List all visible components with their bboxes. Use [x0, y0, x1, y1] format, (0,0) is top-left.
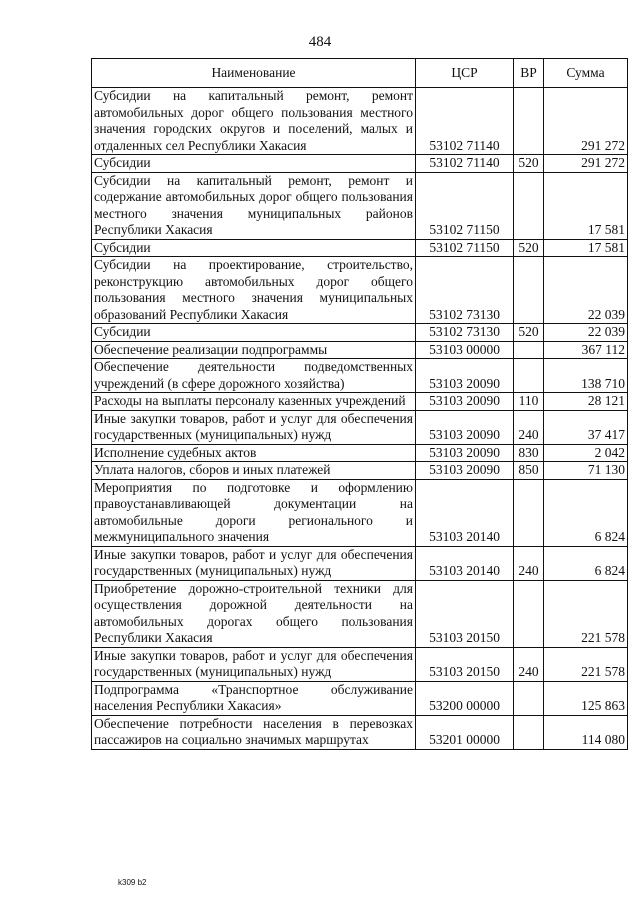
footer-code: k309 b2	[118, 878, 147, 887]
row-csr-cell: 53103 20090	[416, 393, 514, 411]
row-sum-cell: 221 578	[544, 580, 628, 647]
row-vr-cell: 830	[514, 444, 544, 462]
row-vr-cell	[514, 257, 544, 324]
row-name-cell: Уплата налогов, сборов и иных платежей	[92, 462, 416, 480]
row-name-cell: Подпрограмма «Транспортное обслуживание населения Республики Хакасия»	[92, 681, 416, 715]
row-vr-cell	[514, 715, 544, 749]
row-csr-cell: 53103 20090	[416, 359, 514, 393]
row-sum-cell: 125 863	[544, 681, 628, 715]
table-row	[92, 239, 628, 257]
row-name-cell: Исполнение судебных актов	[92, 444, 416, 462]
row-csr-cell: 53103 00000	[416, 341, 514, 359]
row-name-cell: Субсидии	[92, 324, 416, 342]
row-name-cell: Субсидии на капитальный ремонт, ремонт и содержание автомобильных дорог общего пользования местного значения муниципальных районов Республики Хакасия	[92, 172, 416, 239]
row-csr-cell: 53200 00000	[416, 681, 514, 715]
row-name-cell: Субсидии	[92, 239, 416, 257]
table-row	[92, 88, 628, 155]
row-name-cell: Иные закупки товаров, работ и услуг для обеспечения государственных (муниципальных) нужд	[92, 546, 416, 580]
table-row	[92, 172, 628, 239]
row-name-cell: Расходы на выплаты персоналу казенных учреждений	[92, 393, 416, 411]
row-name-cell: Субсидии на проектирование, строительство, реконструкцию автомобильных дорог общего пользования местного значения муниципальных образований Республики Хакасия	[92, 257, 416, 324]
header-row	[92, 59, 628, 88]
row-csr-cell: 53102 71140	[416, 88, 514, 155]
table-row	[92, 410, 628, 444]
row-sum-cell: 221 578	[544, 647, 628, 681]
header-sum: Сумма	[544, 59, 628, 88]
row-sum-cell: 2 042	[544, 444, 628, 462]
row-sum-cell: 138 710	[544, 359, 628, 393]
row-csr-cell: 53103 20090	[416, 462, 514, 480]
row-sum-cell: 6 824	[544, 479, 628, 546]
table-row	[92, 479, 628, 546]
row-name-cell: Обеспечение потребности населения в перевозках пассажиров на социально значимых маршрутах	[92, 715, 416, 749]
row-csr-cell: 53103 20150	[416, 580, 514, 647]
row-sum-cell: 6 824	[544, 546, 628, 580]
row-csr-cell: 53103 20090	[416, 444, 514, 462]
header-csr: ЦСР	[416, 59, 514, 88]
row-sum-cell: 22 039	[544, 257, 628, 324]
table-row	[92, 155, 628, 173]
row-csr-cell: 53201 00000	[416, 715, 514, 749]
row-csr-cell: 53103 20090	[416, 410, 514, 444]
row-sum-cell: 17 581	[544, 239, 628, 257]
row-csr-cell: 53103 20150	[416, 647, 514, 681]
row-name-cell: Приобретение дорожно-строительной техники для осуществления дорожной деятельности на автомобильных дорогах общего пользования Республики Хакасия	[92, 580, 416, 647]
row-vr-cell: 240	[514, 410, 544, 444]
row-sum-cell: 22 039	[544, 324, 628, 342]
row-sum-cell: 28 121	[544, 393, 628, 411]
row-vr-cell: 240	[514, 647, 544, 681]
row-sum-cell: 17 581	[544, 172, 628, 239]
row-csr-cell: 53103 20140	[416, 479, 514, 546]
row-vr-cell: 240	[514, 546, 544, 580]
table-row	[92, 393, 628, 411]
row-vr-cell: 520	[514, 324, 544, 342]
table-body	[92, 88, 628, 750]
row-sum-cell: 37 417	[544, 410, 628, 444]
row-name-cell: Субсидии на капитальный ремонт, ремонт автомобильных дорог общего пользования местного значения городских округов и поселений, малых и отдаленных сел Республики Хакасия	[92, 88, 416, 155]
row-sum-cell: 291 272	[544, 155, 628, 173]
table-row	[92, 681, 628, 715]
row-vr-cell: 110	[514, 393, 544, 411]
budget-table	[91, 58, 628, 750]
table-row	[92, 444, 628, 462]
row-vr-cell: 520	[514, 239, 544, 257]
table-row	[92, 324, 628, 342]
row-name-cell: Иные закупки товаров, работ и услуг для обеспечения государственных (муниципальных) нужд	[92, 410, 416, 444]
table-row	[92, 359, 628, 393]
row-vr-cell	[514, 479, 544, 546]
table-row	[92, 715, 628, 749]
row-csr-cell: 53102 71140	[416, 155, 514, 173]
row-csr-cell: 53102 73130	[416, 324, 514, 342]
row-vr-cell	[514, 359, 544, 393]
table-row	[92, 257, 628, 324]
row-sum-cell: 367 112	[544, 341, 628, 359]
table-row	[92, 580, 628, 647]
row-vr-cell	[514, 172, 544, 239]
row-sum-cell: 71 130	[544, 462, 628, 480]
page-number: 484	[308, 34, 332, 50]
row-name-cell: Обеспечение реализации подпрограммы	[92, 341, 416, 359]
row-name-cell: Иные закупки товаров, работ и услуг для обеспечения государственных (муниципальных) нужд	[92, 647, 416, 681]
header-vr: ВР	[514, 59, 544, 88]
table-header	[92, 59, 628, 88]
row-name-cell: Субсидии	[92, 155, 416, 173]
row-vr-cell	[514, 341, 544, 359]
row-name-cell: Мероприятия по подготовке и оформлению правоустанавливающей документации на автомобильные дороги регионального и межмуниципального значения	[92, 479, 416, 546]
row-csr-cell: 53103 20140	[416, 546, 514, 580]
table-row	[92, 546, 628, 580]
table-row	[92, 341, 628, 359]
table-row	[92, 462, 628, 480]
row-vr-cell: 520	[514, 155, 544, 173]
row-sum-cell: 114 080	[544, 715, 628, 749]
row-sum-cell: 291 272	[544, 88, 628, 155]
row-csr-cell: 53102 71150	[416, 239, 514, 257]
row-vr-cell	[514, 88, 544, 155]
row-vr-cell	[514, 681, 544, 715]
table-row	[92, 647, 628, 681]
row-vr-cell	[514, 580, 544, 647]
row-csr-cell: 53102 73130	[416, 257, 514, 324]
row-name-cell: Обеспечение деятельности подведомственных учреждений (в сфере дорожного хозяйства)	[92, 359, 416, 393]
row-vr-cell: 850	[514, 462, 544, 480]
header-name: Наименование	[92, 59, 416, 88]
row-csr-cell: 53102 71150	[416, 172, 514, 239]
